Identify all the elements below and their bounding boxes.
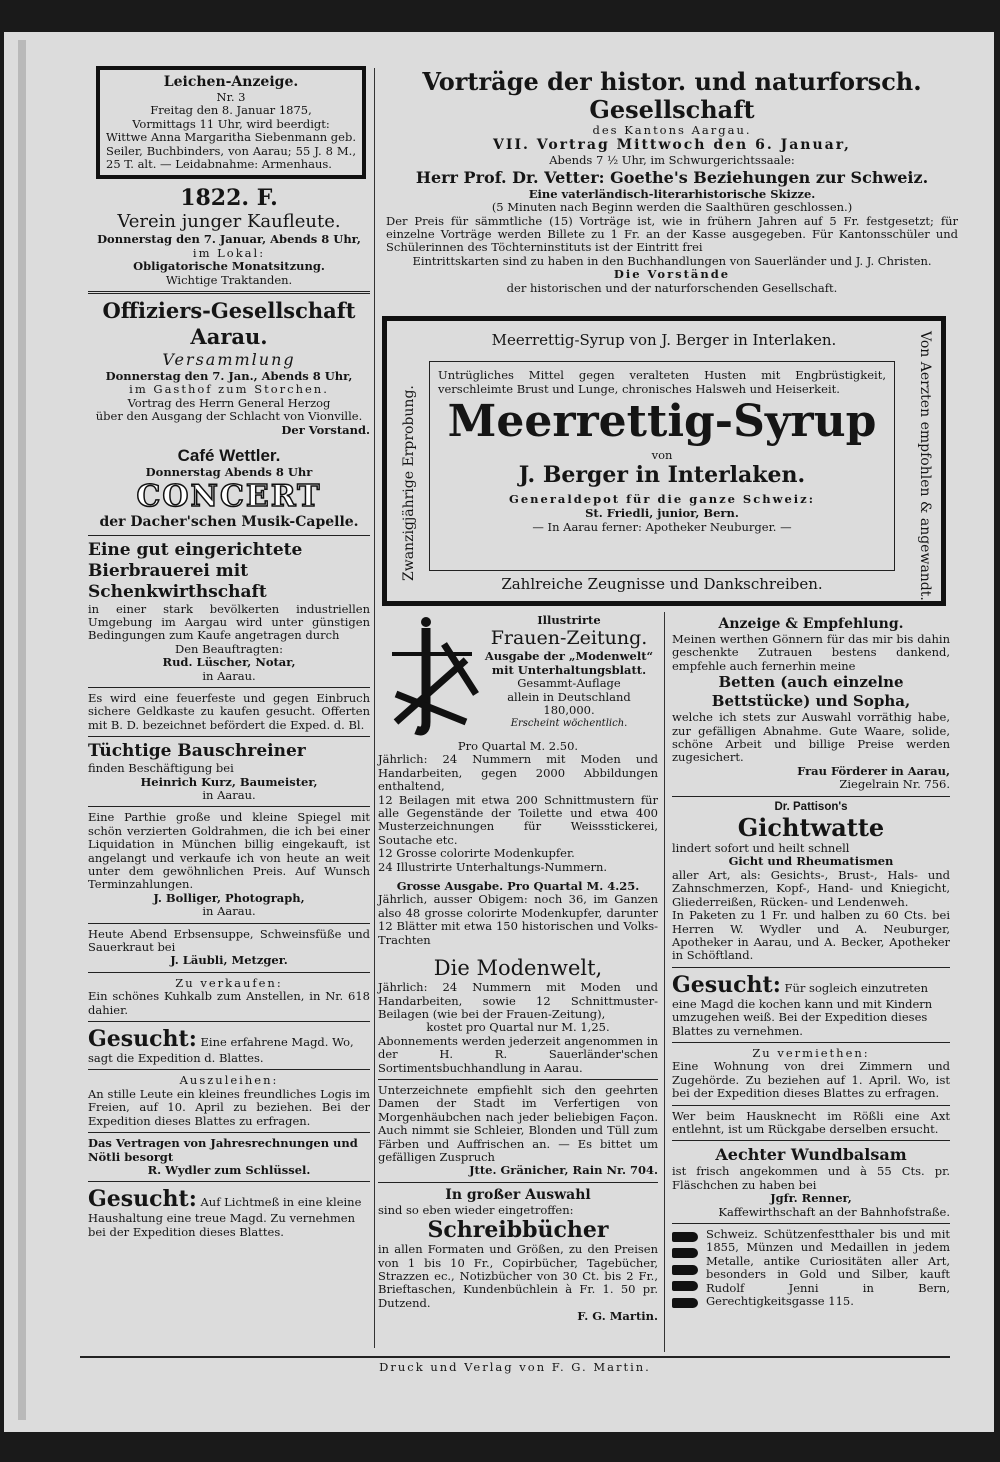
frauen-list-item: 24 Illustrirte Unterhaltungs-Nummern. xyxy=(378,859,608,874)
gesucht1-ad xyxy=(88,1026,370,1065)
frauen-auflage2: allein in Deutschland 180,000. xyxy=(507,689,631,718)
frauen-ausgabe: Ausgabe der „Modenwelt“ mit Unterhaltungsblatt. xyxy=(484,649,654,677)
gicht-title: Gichtwatte xyxy=(737,813,885,843)
frauen-zeitung-header xyxy=(378,614,658,740)
geldkasse-ad: Es wird eine feuerfeste und gegen Einbruch sichere Geldkaste zu kaufen gesucht. Offerten mit B. D. bezeichnet befördert die Exped. d. Bl. xyxy=(88,690,370,732)
gesucht3-body: Für sogleich einzutreten eine Magd die kochen kann und mit Kindern umzugehen weiß. Bei der Expedition dieses Blattes zu vernehmen. xyxy=(672,980,933,1038)
anzeige-title: Anzeige & Empfehlung. xyxy=(718,616,904,632)
ausleihen-ad xyxy=(88,1074,370,1128)
wundbalsam-renner: Jgfr. Renner, xyxy=(770,1191,852,1206)
offiziers-gesellschaft xyxy=(88,298,370,437)
erbsensuppe-name: J. Läubli, Metzger. xyxy=(170,953,288,968)
wundbalsam-body: ist frisch angekommen und à 55 Cts. pr. Fläschchen zu haben bei xyxy=(672,1164,950,1192)
frauen-gross: Grosse Ausgabe. Pro Quartal M. 4.25. xyxy=(396,879,640,894)
gicht-body: aller Art, als: Gesichts-, Brust-, Hals- und Zahnschmerzen, Kopf-, Hand- und Kniegicht, Gliederreißen, Rücken- und Lendenweh. xyxy=(672,867,950,909)
gesucht3-head: Gesucht: xyxy=(672,971,781,998)
erbsensuppe-ad xyxy=(88,928,370,968)
schreibbuecher-sign: F. G. Martin. xyxy=(577,1309,658,1324)
graenicher-body: Unterzeichnete empfiehlt sich den geehrten Damen der Stadt im Verfertigen von Morgenhäubchen nach jeder beliebigen Façon. Auch nimmt sie Schleier, Blonden und Tüll zum Färben und Auffrischen an. — Es bittet um gefälligen Zuspruch xyxy=(378,1082,658,1164)
vertragen-ad xyxy=(88,1137,370,1177)
cafe-concert: CONCERT xyxy=(136,478,322,514)
vortraege-line2: Abends 7 ½ Uhr, im Schwurgerichtssaale: xyxy=(549,153,795,168)
gesucht2-ad xyxy=(88,1186,370,1239)
spiegel-place: in Aarau. xyxy=(202,904,256,919)
cafe-wettler xyxy=(88,445,370,530)
hausknecht-ad: Wer beim Hausknecht im Rößli eine Axt entlehnt, ist um Rückgabe derselben ersucht. xyxy=(672,1108,950,1136)
vertragen-name: R. Wydler zum Schlüssel. xyxy=(147,1162,311,1177)
frauen-jaehrlich: Jährlich: 24 Nummern mit Moden und Handarbeiten, gegen 2000 Abbildungen enthaltend, xyxy=(378,752,658,794)
cafe-line1: Donnerstag Abends 8 Uhr xyxy=(145,465,313,480)
bauschreiner-title: Tüchtige Bauschreiner xyxy=(88,741,306,762)
vortraege-sub: des Kantons Aargau. xyxy=(592,123,752,137)
syrup-depot2: St. Friedli, junior, Bern. xyxy=(585,506,739,520)
vortraege-sign: Die Vorstände xyxy=(613,267,731,282)
middle-column xyxy=(378,614,658,1324)
frauen-auflage: Gesammt-Auflage xyxy=(517,676,621,691)
leichen-nr: Nr. 3 xyxy=(216,90,246,104)
pointing-hand-icon xyxy=(672,1281,698,1291)
verkaufen-head: Zu verkaufen: xyxy=(175,975,283,990)
schuetzen-body: Schweiz. Schützenfestthaler bis und mit 1855, Münzen und Medaillen in jedem Metalle, antike Curiositäten aller Art, besonders in Gold und Silber, kauft Rudolf Jenni in Bern, Gerechtigkeitsgasse 115. xyxy=(706,1227,950,1309)
gesucht1-head: Gesucht: xyxy=(88,1026,197,1053)
cafe-title: Café Wettler. xyxy=(177,446,281,466)
offiziers-line4: über den Ausgang der Schlacht von Vionville. xyxy=(95,409,363,424)
brauerei-by: Den Beauftragten: xyxy=(175,641,283,656)
schreibbuecher-body: in allen Formaten und Größen, zu den Preisen von 1 bis 10 Fr., Copirbücher, Tagebücher, Strazzen ec., Notizbücher von 30 Ct. bis 2 Fr., Brieftaschen, Kundenbüchlein à Fr. 1. 50 pr. Dutzend. xyxy=(378,1242,658,1310)
brauerei-ad xyxy=(88,540,370,683)
auswahl-eingetroffen: sind so eben wieder eingetroffen: xyxy=(378,1202,574,1217)
spiegel-body: Eine Parthie große und kleine Spiegel mit schön verzierten Goldrahmen, die ich bei einer Liquidation in München billig eingekauft, ist angelangt und verkaufe ich von heute an weit unter dem gewöhnlichen Preis. Auf Wunsch Terminzahlungen. xyxy=(88,810,370,892)
gicht-line1: lindert sofort und heilt schnell xyxy=(672,841,850,856)
page-edge xyxy=(18,40,26,1420)
schreibbuecher-title: Schreibbücher xyxy=(427,1217,609,1244)
gicht-body2: In Paketen zu 1 Fr. und halben zu 60 Cts. bei Herren W. Wydler und A. Neuburger, Apotheker in Aarau, und A. Becker, Apotheker in Schöftland. xyxy=(672,908,950,963)
left-column xyxy=(88,66,370,1239)
offiziers-title: Offiziers-Gesellschaft Aarau. xyxy=(102,298,356,350)
brauerei-title: Eine gut eingerichtete Bierbrauerei mit Schenkwirthschaft xyxy=(88,539,303,602)
gicht-line2: Gicht und Rheumatismen xyxy=(728,854,894,869)
vortraege-title: Vorträge der histor. und naturforsch. Gesellschaft xyxy=(422,67,922,124)
vortraege-note: (5 Minuten nach Beginn werden die Saalthüren geschlossen.) xyxy=(491,200,853,215)
syrup-left-vertical: Zwanzigjährige Erprobung. xyxy=(401,385,417,581)
brauerei-place: in Aarau. xyxy=(202,668,256,683)
vermieten-body: Eine Wohnung von drei Zimmern und Zugehörde. Zu beziehen auf 1. April. Wo, ist bei der Expedition dieses Blattes zu erfragen. xyxy=(672,1059,950,1101)
gesucht3-ad xyxy=(672,972,950,1038)
frauen-title: Frauen-Zeitung. xyxy=(490,627,648,650)
bauschreiner-ad xyxy=(88,741,370,802)
vortraege-line1: VII. Vortrag Mittwoch den 6. Januar, xyxy=(493,137,851,154)
pointing-hand-icon xyxy=(672,1232,698,1242)
vortraege-sign2: der historischen und der naturforschenden Gesellschaft. xyxy=(506,280,838,295)
bauschreiner-name: Heinrich Kurz, Baumeister, xyxy=(140,774,318,789)
anzeige-ziegelrain: Ziegelrain Nr. 756. xyxy=(839,777,950,792)
spiegel-ad xyxy=(88,811,370,918)
frauen-list-item: 12 Grosse colorirte Modenkupfer. xyxy=(378,846,575,861)
kaufleute-line2: im Lokal: xyxy=(192,245,266,260)
kaufleute-title: Verein junger Kaufleute. xyxy=(117,211,341,233)
kaufleute-line3: Obligatorische Monatsitzung. xyxy=(133,259,325,274)
pointing-hand-icon xyxy=(672,1265,698,1275)
vertragen-body: Das Vertragen von Jahresrechnungen und Nötli besorgt xyxy=(88,1136,358,1164)
leichen-title: Leichen-Anzeige. xyxy=(163,74,299,90)
syrup-body: Untrügliches Mittel gegen veralteten Husten mit Engbrüstigkeit, verschleimte Brust und Lunge, chronisches Halsweh und Heiserkeit. xyxy=(438,368,886,396)
offiziers-sub: Versammlung xyxy=(162,350,296,370)
pointing-hand-icons xyxy=(672,1228,706,1309)
vermieten-head: Zu vermiethen: xyxy=(752,1045,870,1060)
modenwelt-body: Jährlich: 24 Nummern mit Moden und Handarbeiten, sowie 12 Schnittmuster-Beilagen (wie bei der Frauen-Zeitung), xyxy=(378,980,658,1021)
ausleihen-body: An stille Leute ein kleines freundliches Logis im Freien, auf 10. April zu beziehen. Bei der Expedition dieses Blattes zu erfragen. xyxy=(88,1086,370,1128)
schuetzen-ad xyxy=(672,1228,950,1309)
leichen-date: Freitag den 8. Januar 1875, xyxy=(150,103,312,118)
syrup-head: Meerrettig-Syrup von J. Berger in Interlaken. xyxy=(491,331,837,349)
pointing-hand-icon xyxy=(672,1248,698,1258)
pointing-hand-icon xyxy=(672,1298,698,1308)
modenwelt-abo: Abonnements werden jederzeit angenommen in der H. R. Sauerländer'schen Sortimentsbuchhandlung in Aarau. xyxy=(378,1033,658,1075)
gesucht2-head: Gesucht: xyxy=(88,1186,197,1213)
syrup-maker: J. Berger in Interlaken. xyxy=(518,462,806,488)
wundbalsam-title: Aechter Wundbalsam xyxy=(715,1145,907,1165)
modenwelt-price: kostet pro Quartal nur M. 1,25. xyxy=(426,1020,610,1035)
frauen-list-item: 12 Beilagen mit etwa 200 Schnittmustern für alle Gegenstände der Toilette und etwa 400 Musterzeichnungen für Weissstickerei, Soutache etc. xyxy=(378,792,658,847)
syrup-right-vertical: Von Aerzten empfohlen & angewandt. xyxy=(917,331,933,601)
syrup-depot: Generaldepot für die ganze Schweiz: xyxy=(509,492,815,506)
vortraege-ad xyxy=(386,68,958,295)
gesucht2-body: Auf Lichtmeß in eine kleine Haushaltung eine treue Magd. Zu vernehmen bei der Expedition dieses Blattes. xyxy=(88,1195,362,1239)
kaufleute-line1: Donnerstag den 7. Januar, Abends 8 Uhr, xyxy=(97,232,361,247)
footer-imprint: Druck und Verlag von F. G. Martin. xyxy=(379,1360,651,1374)
verkaufen-body: Ein schönes Kuhkalb zum Anstellen, in Nr. 618 dahier. xyxy=(88,989,370,1017)
gicht-pattison: Dr. Pattison's xyxy=(774,800,848,813)
monogram-logo xyxy=(382,614,482,740)
anzeige-betten: Betten (auch einzelne Bettstücke) und Sopha, xyxy=(711,673,911,711)
anzeige-foerderer: Frau Förderer in Aarau, xyxy=(797,763,950,778)
syrup-inner xyxy=(429,361,895,571)
verein-kaufleute xyxy=(88,211,370,287)
vortraege-tickets: Eintrittskarten sind zu haben in den Buchhandlungen von Sauerländer und J. J. Christen. xyxy=(412,253,932,268)
spiegel-name: J. Bolliger, Photograph, xyxy=(153,890,305,905)
anzeige-body: Meinen werthen Gönnern für das mir bis dahin geschenkte Zutrauen bestens dankend, empfehle auch fernerhin meine xyxy=(672,632,950,673)
frauen-illustrirte: Illustrirte xyxy=(537,613,601,627)
right-column xyxy=(672,616,950,1309)
frauen-gross-body: Jährlich, ausser Obigem: noch 36, im Ganzen also 48 grosse colorirte Modenkupfer, darunter 12 Blätter mit etwa 150 historischen und Volks-Trachten xyxy=(378,892,658,947)
anzeige-body2: welche ich stets zur Auswahl vorräthig habe, zur gefälligen Abnahme. Gute Waare, solide, schöne Arbeit und billige Preise werden zugesichert. xyxy=(672,710,950,765)
leichen-time: Vormittags 11 Uhr, wird beerdigt: xyxy=(132,116,330,131)
gesucht1-body: Eine erfahrene Magd. Wo, sagt die Expedition d. Blattes. xyxy=(88,1035,354,1066)
vortraege-skizze: Eine vaterländisch-literarhistorische Skizze. xyxy=(528,186,816,201)
brauerei-body: in einer stark bevölkerten industriellen Umgebung im Aargau wird unter günstigen Bedingungen zum Kaufe angetragen durch xyxy=(88,601,370,643)
graenicher-sign: Jtte. Gränicher, Rain Nr. 704. xyxy=(469,1163,658,1178)
ausleihen-head: Auszuleihen: xyxy=(179,1073,279,1088)
wundbalsam-kaffe: Kaffewirthschaft an der Bahnhofstraße. xyxy=(718,1204,950,1219)
syrup-ad xyxy=(382,316,946,606)
offiziers-line3: Vortrag des Herrn General Herzog xyxy=(127,395,331,410)
syrup-title: Meerrettig-Syrup xyxy=(447,396,877,447)
kaufleute-line4: Wichtige Traktanden. xyxy=(165,272,293,287)
bauschreiner-line1: finden Beschäftigung bei xyxy=(88,761,234,776)
auswahl-head: In großer Auswahl xyxy=(445,1186,591,1203)
modenwelt-title: Die Modenwelt, xyxy=(433,956,603,981)
vortraege-speaker: Herr Prof. Dr. Vetter: Goethe's Beziehungen zur Schweiz. xyxy=(415,167,929,187)
offiziers-sign: Der Vorstand. xyxy=(281,422,370,437)
bauschreiner-place: in Aarau. xyxy=(202,787,256,802)
offiziers-line2: im Gasthof zum Storchen. xyxy=(129,382,329,397)
cafe-line2: der Dacher'schen Musik-Capelle. xyxy=(99,513,359,530)
vortraege-body: Der Preis für sämmtliche (15) Vorträge ist, wie in frühern Jahren auf 5 Fr. festgesetzt; für einzelne Vorträge werden Billete zu 1 Fr. an der Kasse ausgegeben. Für Kantonsschüler und Schülerinnen des Töchterninstituts ist der Eintritt frei xyxy=(386,213,958,255)
leichen-anzeige xyxy=(96,66,366,179)
frauen-quartal: Pro Quartal M. 2.50. xyxy=(457,739,579,753)
frauen-erscheint: Erscheint wöchentlich. xyxy=(510,718,628,730)
erbsensuppe-body: Heute Abend Erbsensuppe, Schweinsfüße und Sauerkraut bei xyxy=(88,926,370,955)
syrup-foot: Zahlreiche Zeugnisse und Dankschreiben. xyxy=(501,575,823,593)
syrup-aarau: — In Aarau ferner: Apotheker Neuburger. — xyxy=(532,520,792,534)
brauerei-name: Rud. Lüscher, Notar, xyxy=(162,655,296,670)
offiziers-line1: Donnerstag den 7. Jan., Abends 8 Uhr, xyxy=(105,369,353,384)
leichen-body: Wittwe Anna Margaritha Siebenmann geb. Seiler, Buchbinders, von Aarau; 55 J. 8 M., 25 T. alt. — Leidabnahme: Armenhaus. xyxy=(106,130,356,172)
syrup-von: von xyxy=(651,448,673,462)
f1822: 1822. F. xyxy=(180,185,278,212)
verkaufen-ad xyxy=(88,977,370,1017)
